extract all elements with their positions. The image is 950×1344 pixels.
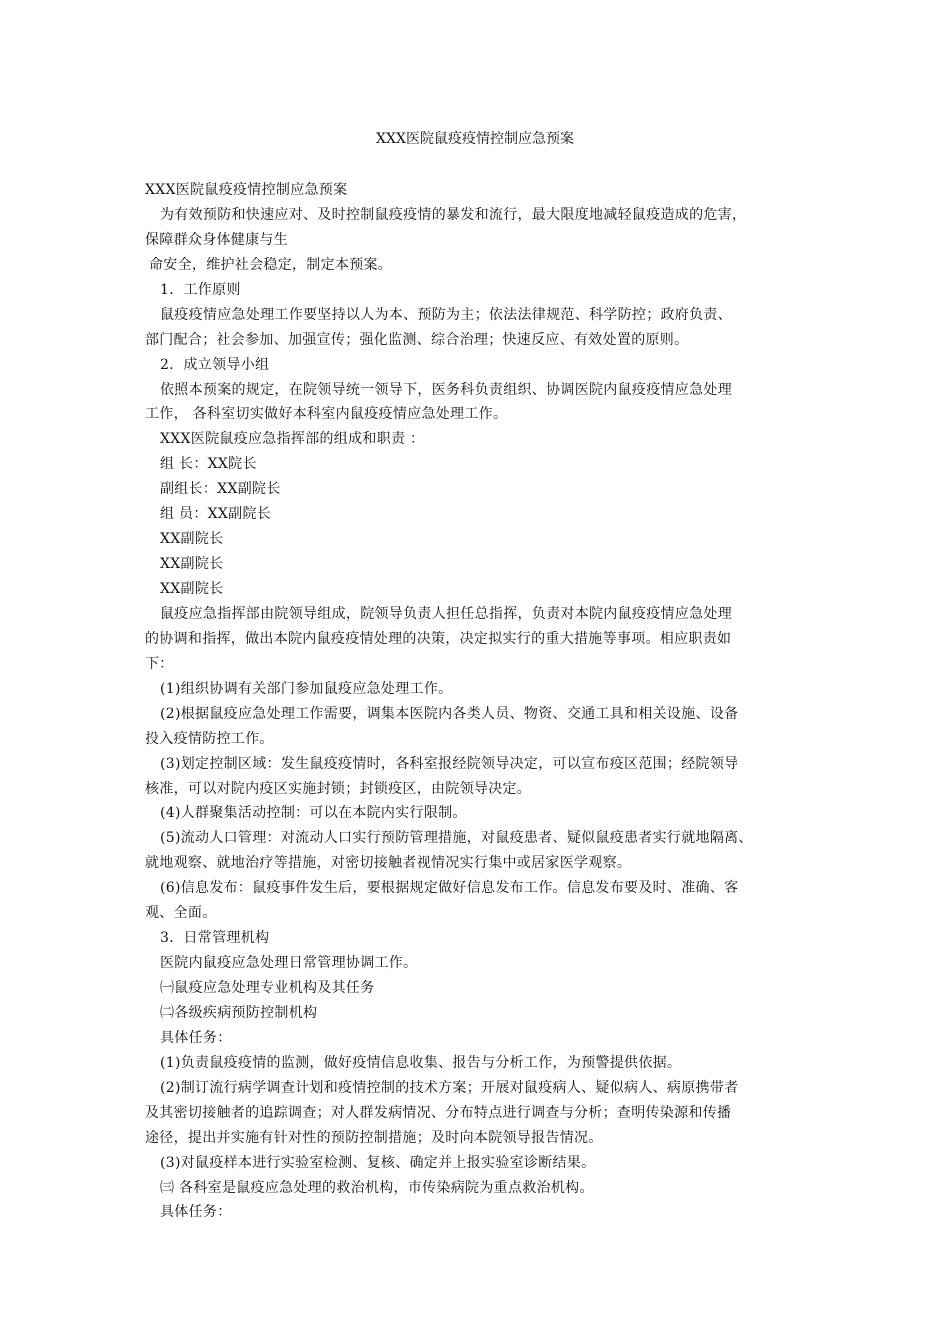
document-body [145, 178, 820, 1225]
body-heading: XXX医院鼠疫疫情控制应急预案 [145, 182, 348, 198]
list-item: (3)对鼠疫样本进行实验室检测、复核、确定并上报实验室诊断结果。 [160, 1154, 596, 1171]
list-item: (6)信息发布：鼠疫事件发生后，要根据规定做好信息发布工作。信息发布要及时、准确、客 [160, 880, 739, 897]
paragraph-line: 保障群众身体健康与生 [145, 231, 288, 248]
paragraph-line: 部门配合；社会参加、加强宣传；强化监测、综合治理；快速反应、有效处置的原则。 [145, 331, 689, 348]
paragraph-line: 核准，可以对院内疫区实施封锁；封锁疫区，由院领导决定。 [145, 780, 532, 797]
paragraph-line: 的协调和指挥，做出本院内鼠疫疫情处理的决策，决定拟实行的重大措施等事项。相应职责如 [145, 630, 732, 647]
member-line: XX副院长 [160, 581, 224, 597]
list-item: (1)组织协调有关部门参加鼠疫应急处理工作。 [160, 680, 453, 697]
paragraph-line: 工作， 各科室切实做好本科室内鼠疫疫情应急处理工作。 [145, 406, 508, 423]
document-title: XXX医院鼠疫疫情控制应急预案 [376, 131, 574, 147]
paragraph-line: 下： [145, 655, 174, 672]
paragraph-line: 具体任务： [160, 1204, 232, 1221]
member-line: 组 长：XX院长 [160, 456, 257, 473]
subsection-heading: ㈢ 各科室是鼠疫应急处理的救治机构，市传染病院为重点救治机构。 [160, 1179, 594, 1196]
paragraph-line: 投入疫情防控工作。 [145, 730, 274, 747]
list-item: (2)制订流行病学调查计划和疫情控制的技术方案；开展对鼠疫病人、疑似病人、病原携带者 [160, 1079, 739, 1096]
subsection-heading: ㈠鼠疫应急处理专业机构及其任务 [160, 980, 375, 996]
paragraph-line: 为有效预防和快速应对、及时控制鼠疫疫情的暴发和流行，最大限度地减轻鼠疫造成的危害， [160, 206, 747, 223]
paragraph-line: 依照本预案的规定，在院领导统一领导下，医务科负责组织、协调医院内鼠疫疫情应急处理 [160, 381, 732, 398]
paragraph-line: XXX医院鼠疫应急指挥部的组成和职责 ： [160, 431, 425, 448]
list-item: (5)流动人口管理：对流动人口实行预防管理措施，对鼠疫患者、疑似鼠疫患者实行就地隔离、 [160, 830, 753, 847]
section-heading: 2．成立领导小组 [160, 356, 270, 373]
list-item: (4)人群聚集活动控制：可以在本院内实行限制。 [160, 805, 467, 822]
member-line: XX副院长 [160, 531, 224, 548]
paragraph-line: 观、全面。 [145, 905, 217, 922]
list-item: (1)负责鼠疫疫情的监测，做好疫情信息收集、报告与分析工作，为预警提供依据。 [160, 1054, 682, 1071]
paragraph-line: 及其密切接触者的追踪调查；对人群发病情况、分布特点进行调查与分析；查明传染源和传播 [145, 1104, 732, 1121]
member-line: XX副院长 [160, 556, 224, 573]
list-item: (2)根据鼠疫应急处理工作需要，调集本医院内各类人员、物资、交通工具和相关设施、设备 [160, 705, 739, 722]
member-line: 副组长：XX副院长 [160, 481, 281, 498]
paragraph-line: 具体任务： [160, 1029, 232, 1046]
section-heading: 3．日常管理机构 [160, 930, 270, 947]
paragraph-line: 途径，提出并实施有针对性的预防控制措施；及时向本院领导报告情况。 [145, 1129, 603, 1146]
paragraph-line: 鼠疫疫情应急处理工作要坚持以人为本、预防为主；依法法律规范、科学防控；政府负责、 [160, 306, 732, 323]
list-item: (3)划定控制区域：发生鼠疫疫情时，各科室报经院领导决定，可以宣布疫区范围；经院领导 [160, 755, 739, 772]
paragraph-line: 医院内鼠疫应急处理日常管理协调工作。 [160, 955, 418, 972]
section-heading: 1．工作原则 [160, 281, 241, 298]
paragraph-line: 命安全，维护社会稳定，制定本预案。 [149, 256, 393, 273]
member-line: 组 员：XX副院长 [160, 506, 272, 523]
subsection-heading: ㈡各级疾病预防控制机构 [160, 1004, 318, 1021]
paragraph-line: 鼠疫应急指挥部由院领导组成，院领导负责人担任总指挥，负责对本院内鼠疫疫情应急处理 [160, 605, 732, 622]
paragraph-line: 就地观察、就地治疗等措施，对密切接触者视情况实行集中或居家医学观察。 [145, 855, 632, 872]
